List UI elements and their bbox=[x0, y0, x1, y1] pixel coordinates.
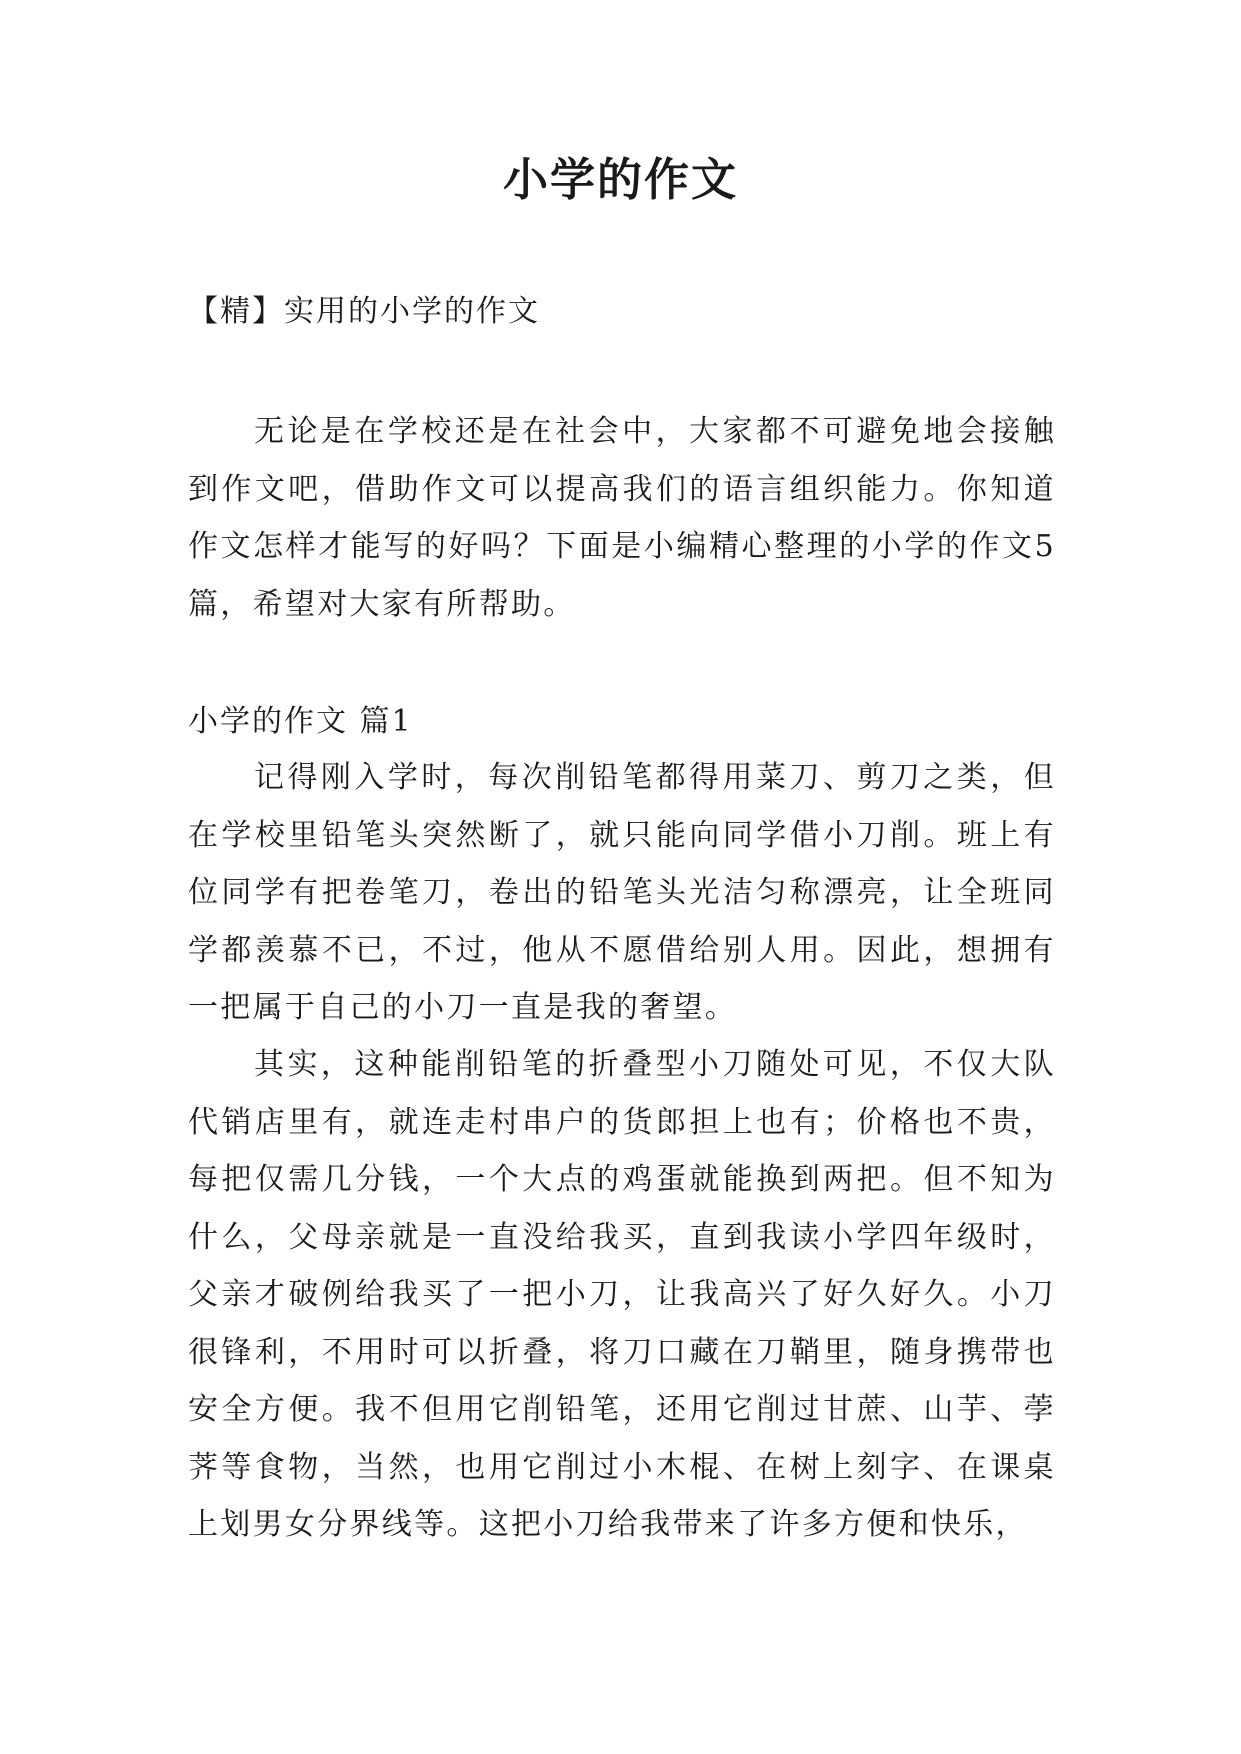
body-paragraph-1: 记得刚入学时，每次削铅笔都得用菜刀、剪刀之类，但在学校里铅笔头突然断了，就只能向同学借小刀削。班上有位同学有把卷笔刀，卷出的铅笔头光洁匀称漂亮，让全班同学都羡慕不已，不过，他从不愿借给别人用。因此，想拥有一把属于自己的小刀一直是我的奢望。 bbox=[188, 760, 1056, 1025]
document-title: 小学的作文 bbox=[502, 153, 738, 206]
document-subtitle: 【精】实用的小学的作文 bbox=[188, 294, 540, 329]
intro-paragraph: 无论是在学校还是在社会中，大家都不可避免地会接触到作文吧，借助作文可以提高我们的语言组织能力。你知道作文怎样才能写的好吗？下面是小编精心整理的小学的作文5篇，希望对大家有所帮助。 bbox=[188, 414, 1056, 622]
body-paragraph-2: 其实，这种能削铅笔的折叠型小刀随处可见，不仅大队代销店里有，就连走村串户的货郎担上也有；价格也不贵，每把仅需几分钱，一个大点的鸡蛋就能换到两把。但不知为什么，父母亲就是一直没给我买，直到我读小学四年级时，父亲才破例给我买了一把小刀，让我高兴了好久好久。小刀很锋利，不用时可以折叠，将刀口藏在刀鞘里，随身携带也安全方便。我不但用它削铅笔，还用它削过甘蔗、山芋、荸荠等食物，当然，也用它削过小木棍、在树上刻字、在课桌上划男女分界线等。这把小刀给我带来了许多方便和快乐， bbox=[188, 1047, 1056, 1542]
section-heading: 小学的作文 篇1 bbox=[188, 704, 413, 739]
